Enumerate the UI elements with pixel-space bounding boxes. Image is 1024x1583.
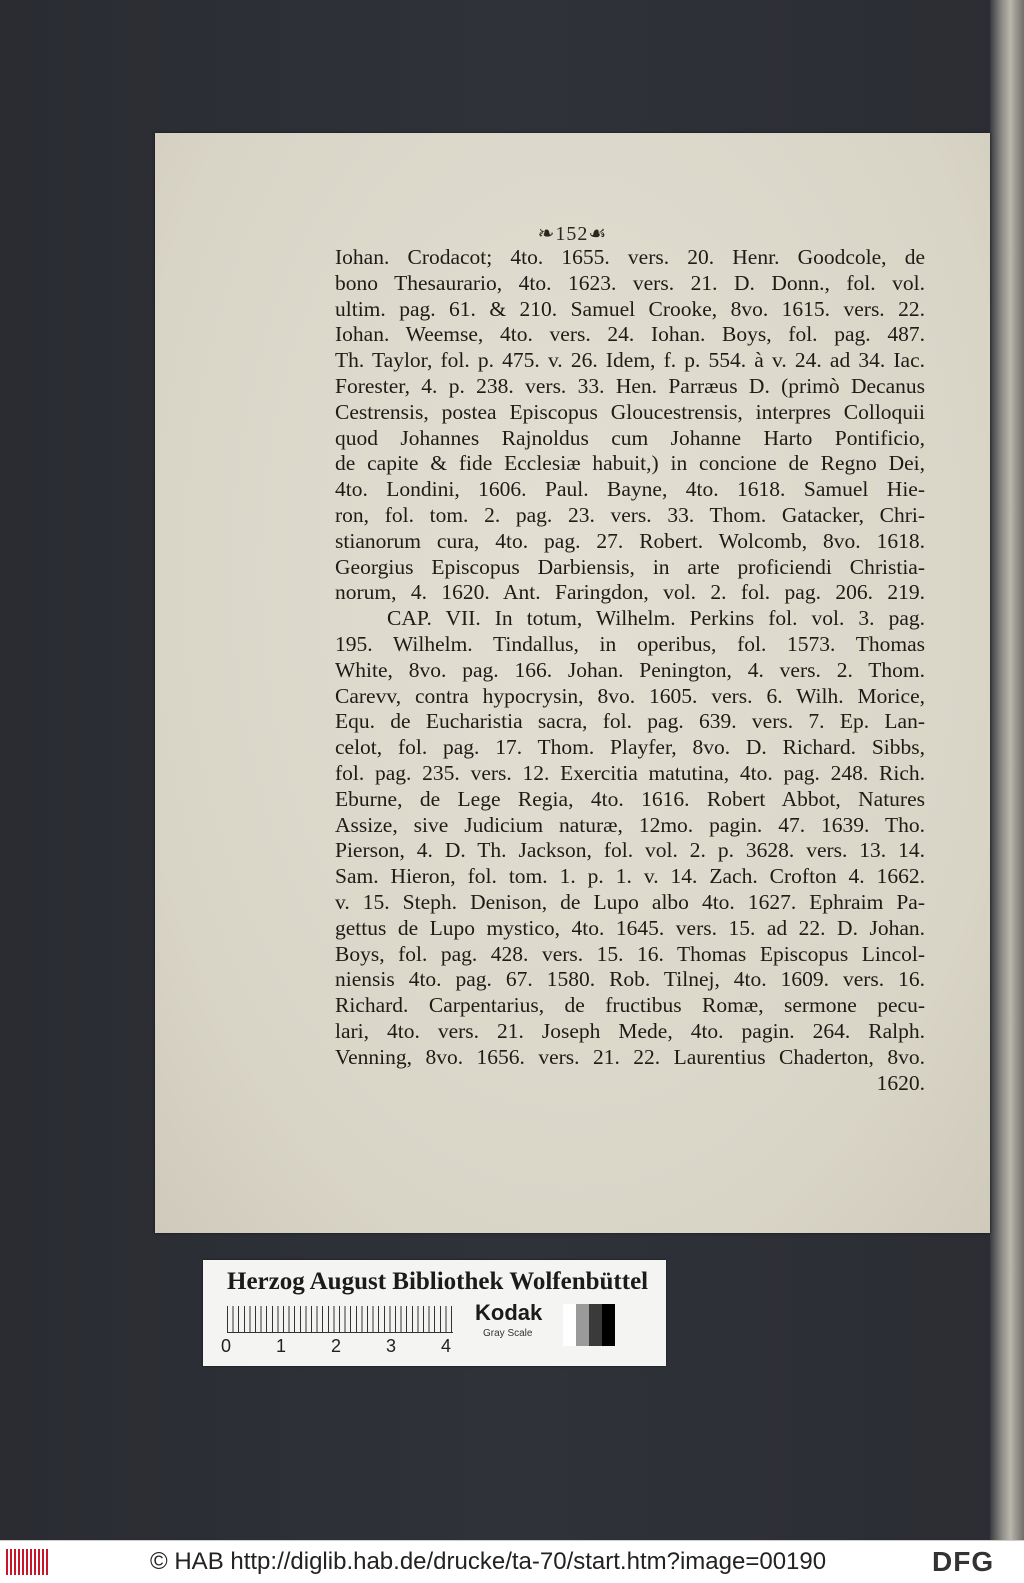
hab-barcode-icon <box>6 1549 48 1575</box>
source-url[interactable]: © HAB http://diglib.hab.de/drucke/ta-70/start.htm?image=00190 <box>150 1548 827 1575</box>
text-line: 195. Wilhelm. Tindallus, in operibus, fol. 1573. Thomas <box>335 631 925 656</box>
text-line: ron, fol. tom. 2. pag. 23. vers. 33. Thom. Gatacker, Chri- <box>335 502 925 527</box>
text-line: White, 8vo. pag. 166. Johan. Penington, 4. vers. 2. Thom. <box>335 657 925 682</box>
text-line: Richard. Carpentarius, de fructibus Romæ, sermone pecu- <box>335 993 925 1018</box>
page-number-ornament-left: ❧ <box>537 223 556 245</box>
gray-patch <box>602 1304 615 1346</box>
page-number <box>155 221 990 246</box>
text-line: v. 15. Steph. Denison, de Lupo albo 4to. 1627. Ephraim Pa- <box>335 889 925 914</box>
text-line: Carevv, contra hypocrysin, 8vo. 1605. vers. 6. Wilh. Morice, <box>335 683 925 708</box>
ruler-label: 4 <box>441 1336 452 1356</box>
text-line: Eburne, de Lege Regia, 4to. 1616. Robert Abbot, Natures <box>335 786 925 811</box>
ruler-label: 2 <box>331 1336 342 1356</box>
text-line: lari, 4to. vers. 21. Joseph Mede, 4to. pagin. 264. Ralph. <box>335 1018 925 1043</box>
text-line: fol. pag. 235. vers. 12. Exercitia matutina, 4to. pag. 248. Rich. <box>335 760 925 785</box>
text-line: CAP. VII. In totum, Wilhelm. Perkins fol. vol. 3. pag. <box>387 606 925 631</box>
footer-bar <box>0 1540 1024 1583</box>
gray-scale-patches <box>563 1304 615 1346</box>
text-line: Iohan. Weemse, 4to. vers. 24. Iohan. Boys, fol. pag. 487. <box>335 322 925 347</box>
page-text <box>335 245 925 1096</box>
text-line: Forester, 4. p. 238. vers. 33. Hen. Parræus D. (primò Decanus <box>335 373 925 398</box>
text-line: Iohan. Crodacot; 4to. 1655. vers. 20. Henr. Goodcole, de <box>335 245 925 269</box>
text-line: stianorum cura, 4to. pag. 27. Robert. Wolcomb, 8vo. 1618. <box>335 528 925 553</box>
text-line: niensis 4to. pag. 67. 1580. Rob. Tilnej, 4to. 1609. vers. 16. <box>335 967 925 992</box>
gray-patch <box>589 1304 602 1346</box>
gray-patch <box>563 1304 576 1346</box>
text-line: celot, fol. pag. 17. Thom. Playfer, 8vo. D. Richard. Sibbs, <box>335 735 925 760</box>
text-line: ultim. pag. 61. & 210. Samuel Crooke, 8vo. 1615. vers. 22. <box>335 296 925 321</box>
page-number-ornament-right: ☙ <box>588 223 608 245</box>
ruler-label: 3 <box>386 1336 397 1356</box>
text-line: Sam. Hieron, fol. tom. 1. p. 1. v. 14. Zach. Crofton 4. 1662. <box>335 864 925 889</box>
text-line: Boys, fol. pag. 428. vers. 15. 16. Thomas Episcopus Lincol- <box>335 941 925 966</box>
kodak-logo: Kodak <box>475 1300 543 1325</box>
text-line: 1620. <box>876 1070 925 1095</box>
scale-ruler <box>227 1306 453 1333</box>
text-line: de capite & fide Ecclesiæ habuit,) in concione de Regno Dei, <box>335 451 925 476</box>
text-line: Th. Taylor, fol. p. 475. v. 26. Idem, f. p. 554. à v. 24. ad 34. Iac. <box>335 348 925 373</box>
text-line: norum, 4. 1620. Ant. Faringdon, vol. 2. fol. pag. 206. 219. <box>335 580 925 605</box>
text-line: gettus de Lupo mystico, 4to. 1645. vers. 15. ad 22. D. Johan. <box>335 915 925 940</box>
text-line: Assize, sive Judicium naturæ, 12mo. pagin. 47. 1639. Tho. <box>335 812 925 837</box>
text-line: quod Johannes Rajnoldus cum Johanne Harto Pontificio, <box>335 425 925 450</box>
dfg-logo: DFG <box>932 1546 995 1577</box>
ruler-label: 0 <box>221 1336 232 1356</box>
page-number-value: 152 <box>555 223 589 245</box>
text-line: Pierson, 4. D. Th. Jackson, fol. vol. 2. p. 3628. vers. 13. 14. <box>335 838 925 863</box>
text-line: Cestrensis, postea Episcopus Gloucestrensis, interpres Colloquii <box>335 399 925 424</box>
text-line: Equ. de Eucharistia sacra, fol. pag. 639. vers. 7. Ep. Lan- <box>335 709 925 734</box>
text-line: 4to. Londini, 1606. Paul. Bayne, 4to. 1618. Samuel Hie- <box>335 477 925 502</box>
text-line: Georgius Episcopus Darbiensis, in arte proficiendi Christia- <box>335 554 925 579</box>
kodak-gray-scale-label: Gray Scale <box>483 1328 533 1339</box>
text-line: Venning, 8vo. 1656. vers. 21. 22. Laurentius Chaderton, 8vo. <box>335 1044 925 1069</box>
library-name: Herzog August Bibliothek Wolfenbüttel <box>227 1268 649 1295</box>
text-line: bono Thesaurario, 4to. 1623. vers. 21. D. Donn., fol. vol. <box>335 270 925 295</box>
book-page <box>155 133 990 1233</box>
gray-patch <box>576 1304 589 1346</box>
book-edge <box>990 0 1024 1540</box>
library-color-card <box>203 1260 666 1366</box>
ruler-label: 1 <box>276 1336 287 1356</box>
